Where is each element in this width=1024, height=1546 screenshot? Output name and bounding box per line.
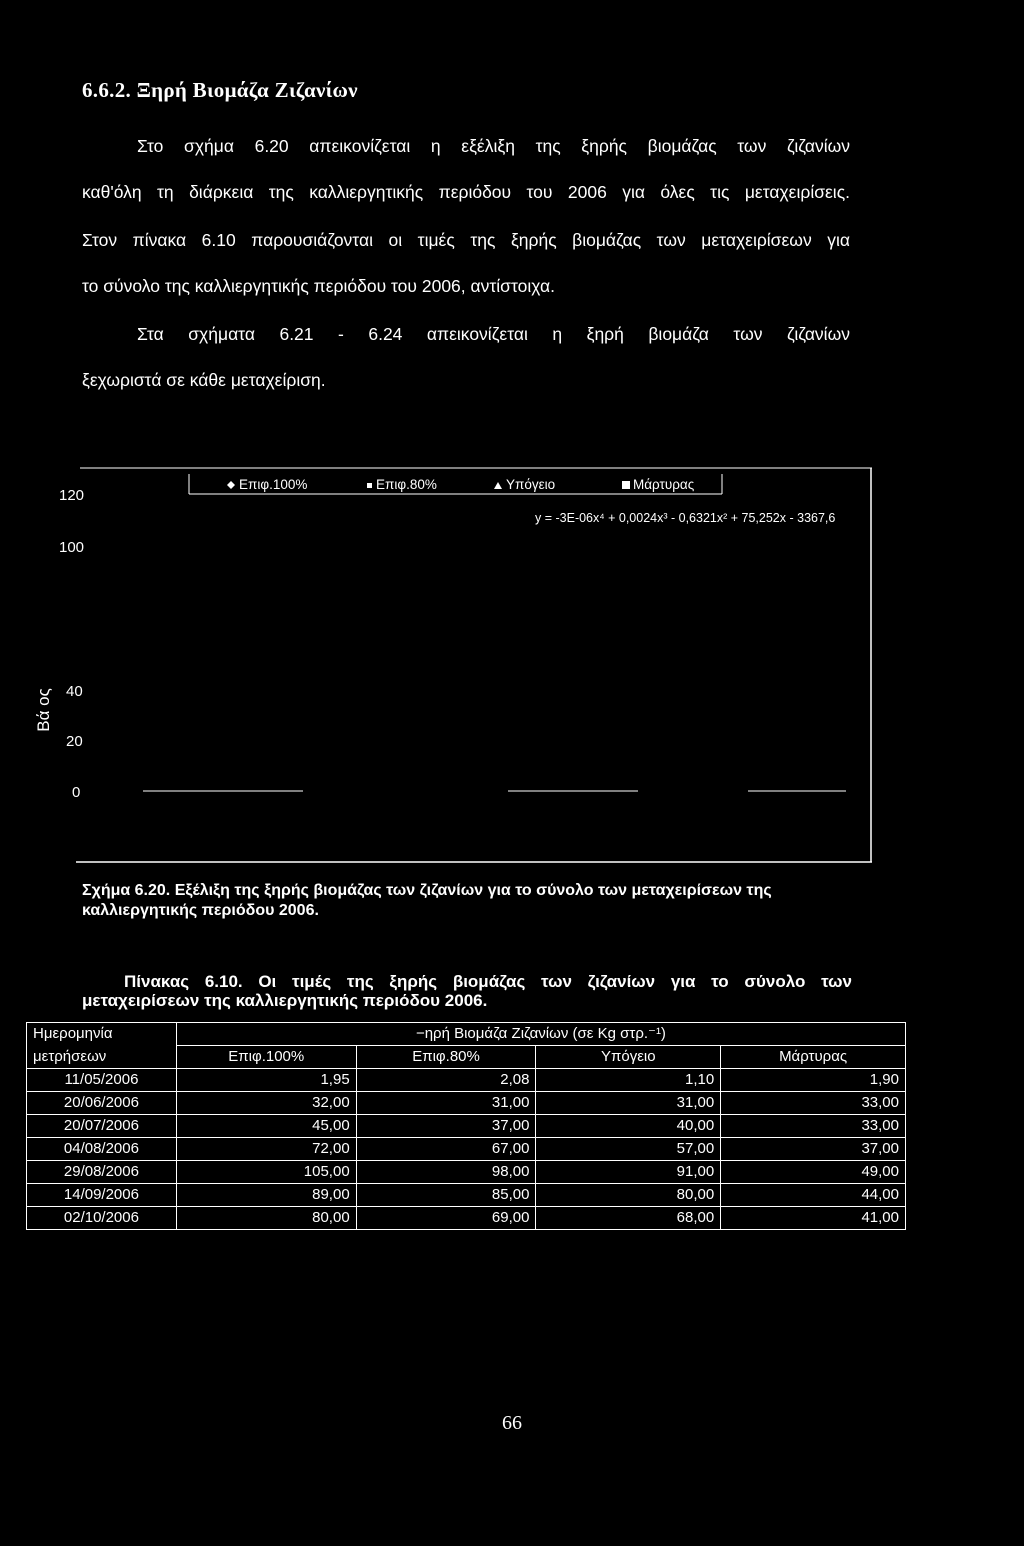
cell-value: 40,00 [536,1115,721,1138]
row-date: 20/07/2006 [27,1115,177,1138]
row-date: 29/08/2006 [27,1161,177,1184]
cell-value: 80,00 [536,1184,721,1207]
y-tick-40: 40 [66,683,83,700]
column-header-epif100: Επιφ.100% [176,1046,356,1069]
cell-value: 37,00 [356,1115,536,1138]
cell-value: 1,90 [721,1069,906,1092]
legend-item-2: Επιφ.80% [376,477,437,492]
group-header: −ηρή Βιομάζα Ζιζανίων (σε Kg στρ.⁻¹) [176,1023,905,1046]
legend-item-4: Μάρτυρας [633,477,695,492]
table-caption-line-2: μεταχειρίσεων της καλλιεργητικής περιόδου 2006. [82,991,488,1010]
table-caption-line-1: Πίνακας 6.10. Οι τιμές της ξηρής βιομάζας των ζιζανίων για το σύνολο των [124,972,852,991]
legend-item-3: Υπόγειο [506,477,556,492]
table-header-row-2 [27,1046,906,1069]
biomass-chart [0,460,1024,880]
section-title: 6.6.2. Ξηρή Βιομάζα Ζιζανίων [82,78,358,102]
cell-value: 1,95 [176,1069,356,1092]
figure-caption-line-2: καλλιεργητικής περιόδου 2006. [82,902,319,919]
cell-value: 31,00 [536,1092,721,1115]
legend-triangle-icon [494,482,502,489]
cell-value: 2,08 [356,1069,536,1092]
cell-value: 89,00 [176,1184,356,1207]
cell-value: 45,00 [176,1115,356,1138]
cell-value: 31,00 [356,1092,536,1115]
cell-value: 37,00 [721,1138,906,1161]
chart-legend [189,474,722,494]
cell-value: 69,00 [356,1207,536,1230]
cell-value: 72,00 [176,1138,356,1161]
paragraph-1-line-2: καθ'όλη τη διάρκεια της καλλιεργητικής περιόδου του 2006 για όλες τις μεταχειρίσεις. [82,182,850,202]
cell-value: 41,00 [721,1207,906,1230]
y-tick-120: 120 [59,487,85,504]
legend-square-icon [622,481,630,489]
column-header-epif80: Επιφ.80% [356,1046,536,1069]
cell-value: 68,00 [536,1207,721,1230]
paragraph-2-line-2: το σύνολο της καλλιεργητικής περιόδου του 2006, αντίστοιχα. [82,276,555,296]
row-date: 11/05/2006 [27,1069,177,1092]
paragraph-1-line-1: Στο σχήμα 6.20 απεικονίζεται η εξέλιξη της ξηρής βιομάζας των ζιζανίων [137,136,850,156]
table-caption [82,972,852,1010]
table-row [27,1138,906,1161]
table-header-row-1 [27,1023,906,1046]
cell-value: 1,10 [536,1069,721,1092]
page-number: 66 [502,1412,522,1434]
cell-value: 57,00 [536,1138,721,1161]
figure-caption-line-1: Σχήμα 6.20. Εξέλιξη της ξηρής βιομάζας των ζιζανίων για το σύνολο των μεταχειρίσεων της [82,882,772,899]
cell-value: 91,00 [536,1161,721,1184]
table-row [27,1092,906,1115]
figure-caption [82,881,852,921]
cell-value: 80,00 [176,1207,356,1230]
legend-small-square-icon [367,483,372,488]
cell-value: 67,00 [356,1138,536,1161]
paragraph-1 [82,136,850,216]
date-header-line-2: μετρήσεων [27,1046,177,1069]
paragraph-2-line-1: Στον πίνακα 6.10 παρουσιάζονται οι τιμές της ξηρής βιομάζας των μεταχειρίσεων για [82,230,850,250]
biomass-table [26,1022,906,1230]
cell-value: 44,00 [721,1184,906,1207]
paragraph-2 [82,230,850,310]
date-header-line-1: Ημερομηνία [27,1023,177,1046]
trendline-equation: y = -3E-06x⁴ + 0,0024x³ - 0,6321x² + 75,252x - 3367,6 [535,511,836,525]
paragraph-3-line-1: Στα σχήματα 6.21 - 6.24 απεικονίζεται η ξηρή βιομάζα των ζιζανίων [137,324,850,344]
table-row [27,1161,906,1184]
table-row [27,1207,906,1230]
y-tick-100: 100 [59,539,85,556]
paragraph-3-line-2: ξεχωριστά σε κάθε μεταχείριση. [82,370,326,390]
row-date: 04/08/2006 [27,1138,177,1161]
table-row [27,1115,906,1138]
cell-value: 85,00 [356,1184,536,1207]
column-header-ypogeio: Υπόγειο [536,1046,721,1069]
row-date: 02/10/2006 [27,1207,177,1230]
paragraph-3 [82,324,850,404]
y-tick-20: 20 [66,733,83,750]
cell-value: 49,00 [721,1161,906,1184]
row-date: 14/09/2006 [27,1184,177,1207]
column-header-martyras: Μάρτυρας [721,1046,906,1069]
y-tick-0: 0 [72,784,81,801]
legend-diamond-icon [227,481,235,489]
cell-value: 105,00 [176,1161,356,1184]
legend-item-1: Επιφ.100% [239,477,308,492]
cell-value: 33,00 [721,1115,906,1138]
cell-value: 32,00 [176,1092,356,1115]
cell-value: 98,00 [356,1161,536,1184]
row-date: 20/06/2006 [27,1092,177,1115]
cell-value: 33,00 [721,1092,906,1115]
y-axis-label: Βά ος [34,688,53,732]
table-row [27,1069,906,1092]
table-row [27,1184,906,1207]
